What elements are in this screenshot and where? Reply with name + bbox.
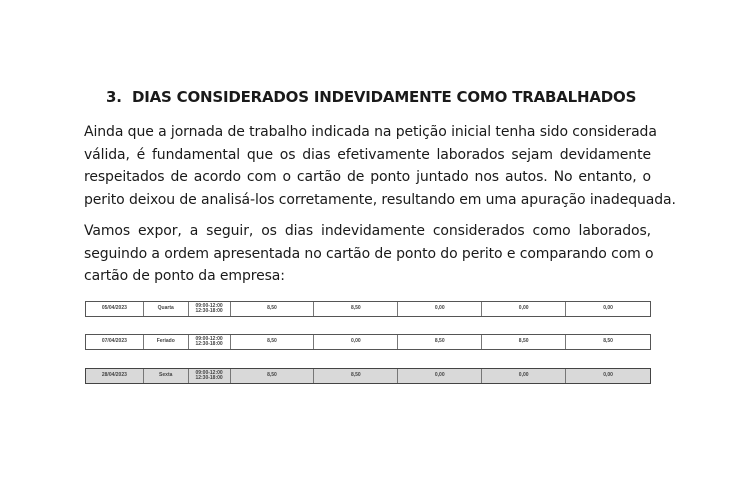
row-value: 8,50 bbox=[482, 335, 566, 349]
row-value: 8,50 bbox=[231, 302, 315, 316]
row-value: 0,00 bbox=[398, 302, 482, 316]
paragraph-line: perito deixou de analisá-los corretamente, resultando em uma apuração inadequada. bbox=[84, 191, 676, 208]
row-value: 0,00 bbox=[482, 302, 566, 316]
section-title: DIAS CONSIDERADOS INDEVIDAMENTE COMO TRABALHADOS bbox=[132, 88, 637, 106]
section-number: 3. bbox=[106, 88, 122, 106]
row-value: 8,50 bbox=[231, 335, 315, 349]
row-value: 8,50 bbox=[603, 338, 613, 345]
paragraph-line: Ainda que a jornada de trabalho indicada na petição inicial tenha sido considerada bbox=[84, 124, 657, 140]
row-value: 0,00 bbox=[603, 305, 613, 312]
row-time-range bbox=[189, 369, 231, 383]
paragraph-intro bbox=[84, 121, 676, 211]
row-value: 8,50 bbox=[314, 369, 398, 383]
row-date: 07/04/2023 bbox=[86, 335, 144, 349]
row-time-range bbox=[189, 302, 231, 316]
paragraph-line: respeitados de acordo com o cartão de ponto juntado nos autos. No entanto, o bbox=[84, 169, 651, 185]
paragraph-line: Vamos expor, a seguir, os dias indevidamente considerados como laborados, bbox=[84, 223, 651, 239]
row-time-morning: 09:00-12:00 bbox=[195, 335, 223, 342]
row-time-afternoon: 12:30-18:00 bbox=[195, 341, 223, 347]
paragraph-exposition bbox=[84, 220, 654, 288]
row-date: 28/04/2023 bbox=[86, 369, 144, 383]
row-value: 0,00 bbox=[603, 372, 613, 379]
row-value: 8,50 bbox=[398, 335, 482, 349]
row-time-afternoon: 12:30-18:00 bbox=[195, 308, 223, 314]
row-time-range bbox=[189, 335, 231, 349]
row-value: 0,00 bbox=[482, 369, 566, 383]
row-value: 0,00 bbox=[398, 369, 482, 383]
row-value: 8,50 bbox=[314, 302, 398, 316]
timecard-row-1 bbox=[85, 301, 651, 317]
row-time-morning: 09:00-12:00 bbox=[195, 302, 223, 309]
paragraph-line: cartão de ponto da empresa: bbox=[84, 268, 285, 284]
timecard-row-3 bbox=[85, 368, 651, 384]
row-value: 0,00 bbox=[314, 335, 398, 349]
row-time-morning: 09:00-12:00 bbox=[195, 369, 223, 376]
row-day: Feriado bbox=[144, 335, 189, 349]
row-day: Sexta bbox=[144, 369, 189, 383]
paragraph-line: seguindo a ordem apresentada no cartão de ponto do perito e comparando com o bbox=[84, 245, 654, 262]
section-heading bbox=[106, 88, 636, 106]
timecard-row-2 bbox=[85, 334, 651, 350]
row-date: 05/04/2023 bbox=[86, 302, 144, 316]
row-time-afternoon: 12:30-18:00 bbox=[195, 375, 223, 381]
row-day: Quarta bbox=[144, 302, 189, 316]
row-value: 8,50 bbox=[231, 369, 315, 383]
paragraph-line: válida, é fundamental que os dias efetivamente laborados sejam devidamente bbox=[84, 146, 651, 163]
